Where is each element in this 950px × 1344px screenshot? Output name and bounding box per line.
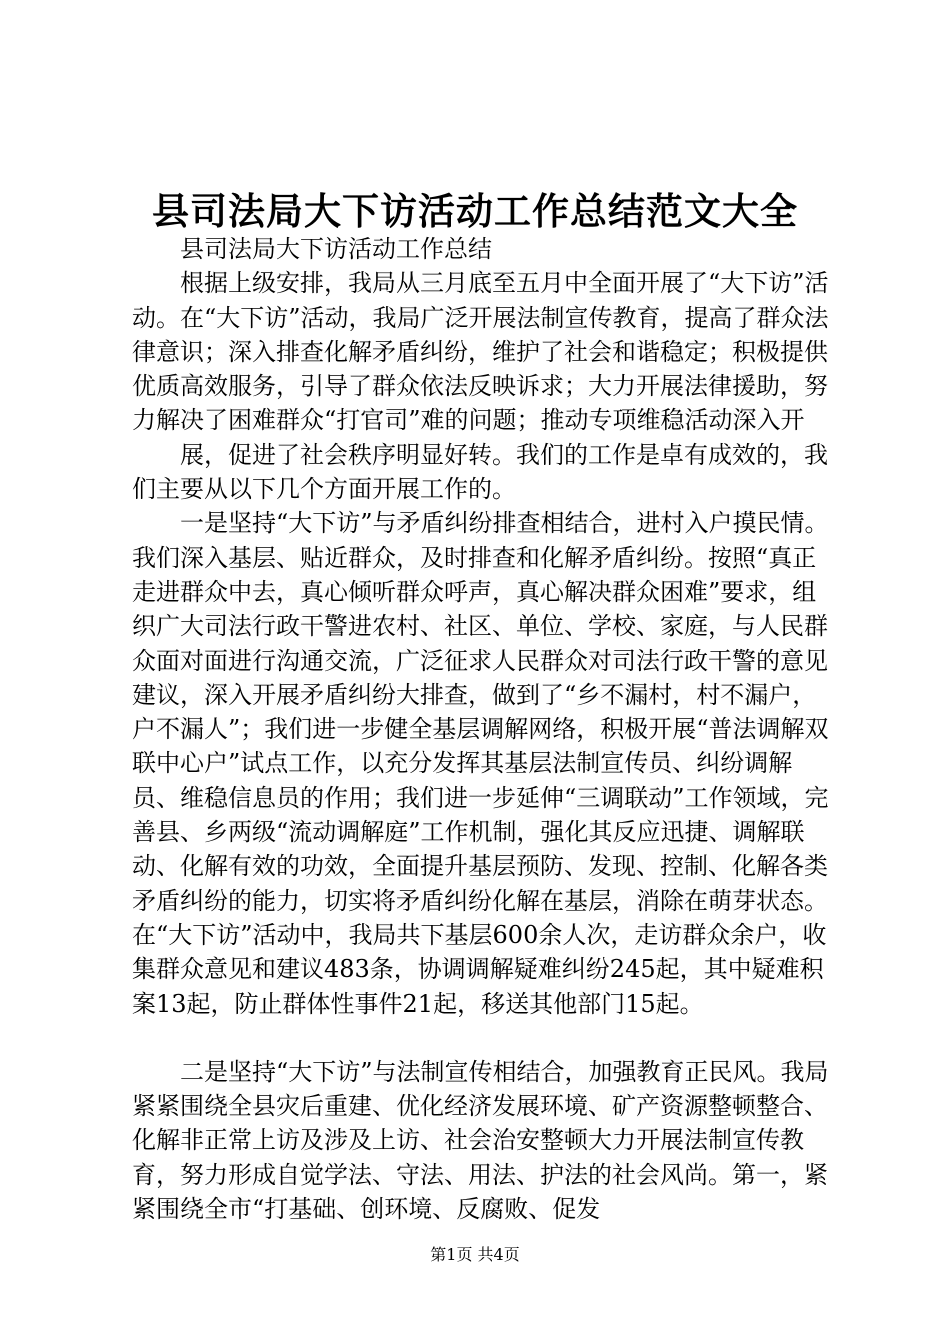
paragraph-point-two: 二是坚持“大下访”与法制宣传相结合，加强教育正民风。我局紧紧围绕全县灾后重建、优化经济发展环境、矿产资源整顿整合、化解非正常上访及涉及上访、社会治安整顿大力开展法制宣传教育，努力形成自觉学法、守法、用法、护法的社会风尚。第一，紧紧围绕全市“打基础、创环境、反腐败、促发: [132, 1057, 829, 1224]
paragraph-intro: 根据上级安排，我局从三月底至五月中全面开展了“大下访”活动。在“大下访”活动，我局广泛开展法制宣传教育，提高了群众法律意识；深入排查化解矛盾纠纷，维护了社会和谐稳定；积极提供优质高效服务，引导了群众依法反映诉求；大力开展法律援助，努力解决了困难群众“打官司”难的问题；推动专项维稳活动深入开: [132, 269, 829, 435]
paragraph-subtitle: 县司法局大下访活动工作总结: [180, 235, 492, 263]
page-number-footer: 第1页 共4页: [430, 1245, 520, 1264]
paragraph-point-one: 一是坚持“大下访”与矛盾纠纷排查相结合，进村入户摸民情。我们深入基层、贴近群众，及时排查和化解矛盾纠纷。按照“真正走进群众中去，真心倾听群众呼声，真心解决群众困难”要求，组织广大司法行政干警进农村、社区、单位、学校、家庭，与人民群众面对面进行沟通交流，广泛征求人民群众对司法行政干警的意见建议，深入开展矛盾纠纷大排查，做到了“乡不漏村，村不漏户，户不漏人”；我们进一步健全基层调解网络，积极开展“普法调解双联中心户”试点工作，以充分发挥其基层法制宣传员、纠纷调解员、维稳信息员的作用；我们进一步延伸“三调联动”工作领域，完善县、乡两级“流动调解庭”工作机制，强化其反应迅捷、调解联动、化解有效的功效，全面提升基层预防、发现、控制、化解各类矛盾纠纷的能力，切实将矛盾纠纷化解在基层，消除在萌芽状态。在“大下访”活动中，我局共下基层600余人次，走访群众余户，收集群众意见和建议483条，协调调解疑难纠纷245起，其中疑难积案13起，防止群体性事件21起，移送其他部门15起。: [132, 509, 829, 1018]
paragraph-intro-continued: 展，促进了社会秩序明显好转。我们的工作是卓有成效的，我们主要从以下几个方面开展工作的。: [132, 440, 828, 504]
document-title: 县司法局大下访活动工作总结范文大全: [152, 189, 798, 233]
document-body: [132, 232, 832, 1226]
